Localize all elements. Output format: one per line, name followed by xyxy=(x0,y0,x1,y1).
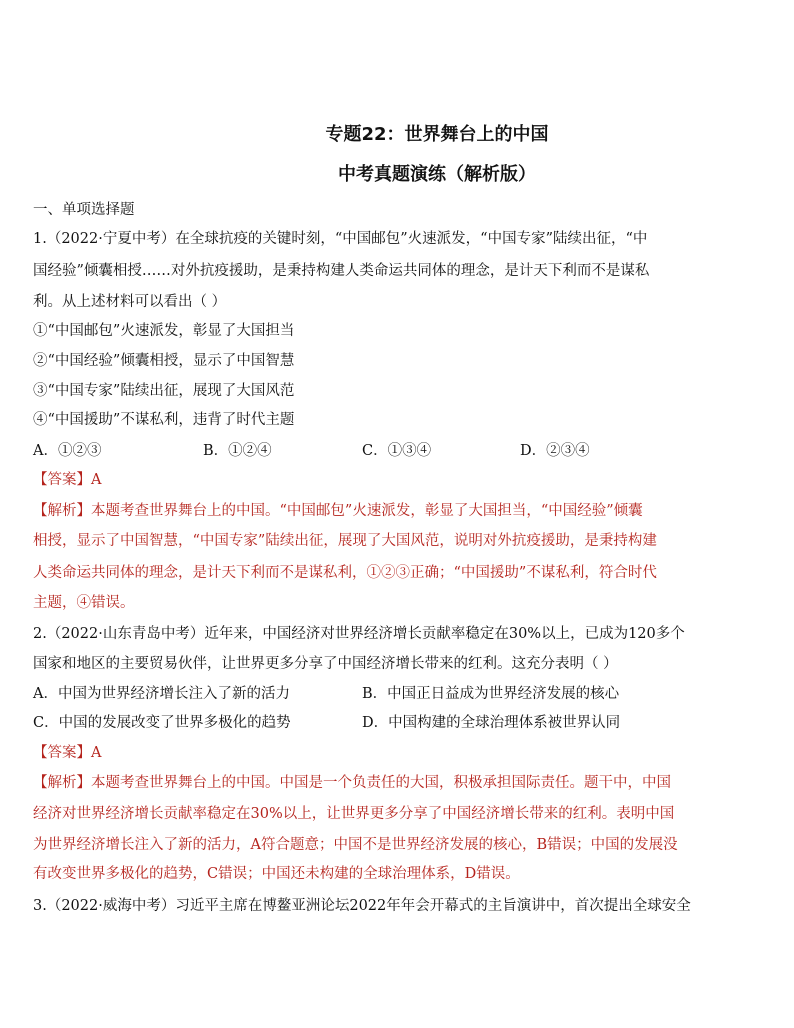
q2-stem-line: 国家和地区的主要贸易伙伴，让世界更多分享了中国经济增长带来的红利。这充分表明（ ） xyxy=(33,656,618,672)
q1-analysis-line: 相授，显示了中国智慧，“中国专家”陆续出征，展现了大国风范，说明对外抗疫援助，是秉持构建 xyxy=(33,533,657,549)
q1-analysis-line: 人类命运共同体的理念，是计天下利而不是谋私利，①②③正确；“中国援助”不谋私利，符合时代 xyxy=(33,565,657,581)
q2-option-c: C．中国的发展改变了世界多极化的趋势 xyxy=(33,715,291,731)
q2-analysis-line: 【解析】本题考查世界舞台上的中国。中国是一个负责任的大国，积极承担国际责任。题干中，中国 xyxy=(33,775,671,791)
q2-analysis-line: 为世界经济增长注入了新的活力，A符合题意；中国不是世界经济发展的核心，B错误；中国的发展没 xyxy=(33,837,678,853)
q1-statement: ②“中国经验”倾囊相授，显示了中国智慧 xyxy=(33,353,295,369)
section-heading: 一、单项选择题 xyxy=(33,202,135,218)
q2-option-b: B．中国正日益成为世界经济发展的核心 xyxy=(362,686,620,702)
q1-option-b: B．①②④ xyxy=(203,443,272,459)
q2-analysis-line: 有改变世界多极化的趋势，C错误；中国还未构建的全球治理体系，D错误。 xyxy=(33,866,520,882)
q1-analysis-line: 主题，④错误。 xyxy=(33,595,135,611)
q2-stem-line: 2.（2022·山东青岛中考）近年来，中国经济对世界经济增长贡献率稳定在30%以上，已成为120多个 xyxy=(33,626,685,642)
q2-option-a: A．中国为世界经济增长注入了新的活力 xyxy=(33,686,290,702)
q3-stem-line: 3.（2022·威海中考）习近平主席在博鳌亚洲论坛2022年年会开幕式的主旨演讲中，首次提出全球安全 xyxy=(33,898,691,914)
q2-analysis-line: 经济对世界经济增长贡献率稳定在30%以上，让世界更多分享了中国经济增长带来的红利。表明中国 xyxy=(33,806,675,822)
q1-statement: ③“中国专家”陆续出征，展现了大国风范 xyxy=(33,383,295,399)
q1-option-c: C．①③④ xyxy=(362,443,432,459)
q1-analysis-line: 【解析】本题考查世界舞台上的中国。“中国邮包”火速派发，彰显了大国担当，“中国经验”倾囊 xyxy=(33,503,643,519)
q2-option-d: D．中国构建的全球治理体系被世界认同 xyxy=(362,715,621,731)
q1-stem-line: 国经验”倾囊相授……对外抗疫援助，是秉持构建人类命运共同体的理念，是计天下利而不是谋私 xyxy=(33,263,650,279)
document-title: 专题22：世界舞台上的中国 xyxy=(325,124,549,145)
q1-statement: ④“中国援助”不谋私利，违背了时代主题 xyxy=(33,412,295,428)
q1-option-d: D．②③④ xyxy=(520,443,590,459)
q1-option-a: A．①②③ xyxy=(33,443,102,459)
q2-answer: 【答案】A xyxy=(33,745,102,761)
q1-stem-line: 利。从上述材料可以看出（ ） xyxy=(33,294,227,310)
q1-statement: ①“中国邮包”火速派发，彰显了大国担当 xyxy=(33,323,295,339)
q1-answer: 【答案】A xyxy=(33,472,102,488)
q1-stem-line: 1.（2022·宁夏中考）在全球抗疫的关键时刻，“中国邮包”火速派发，“中国专家”陆续出征，“中 xyxy=(33,231,648,247)
document-subtitle: 中考真题演练（解析版） xyxy=(338,164,536,185)
